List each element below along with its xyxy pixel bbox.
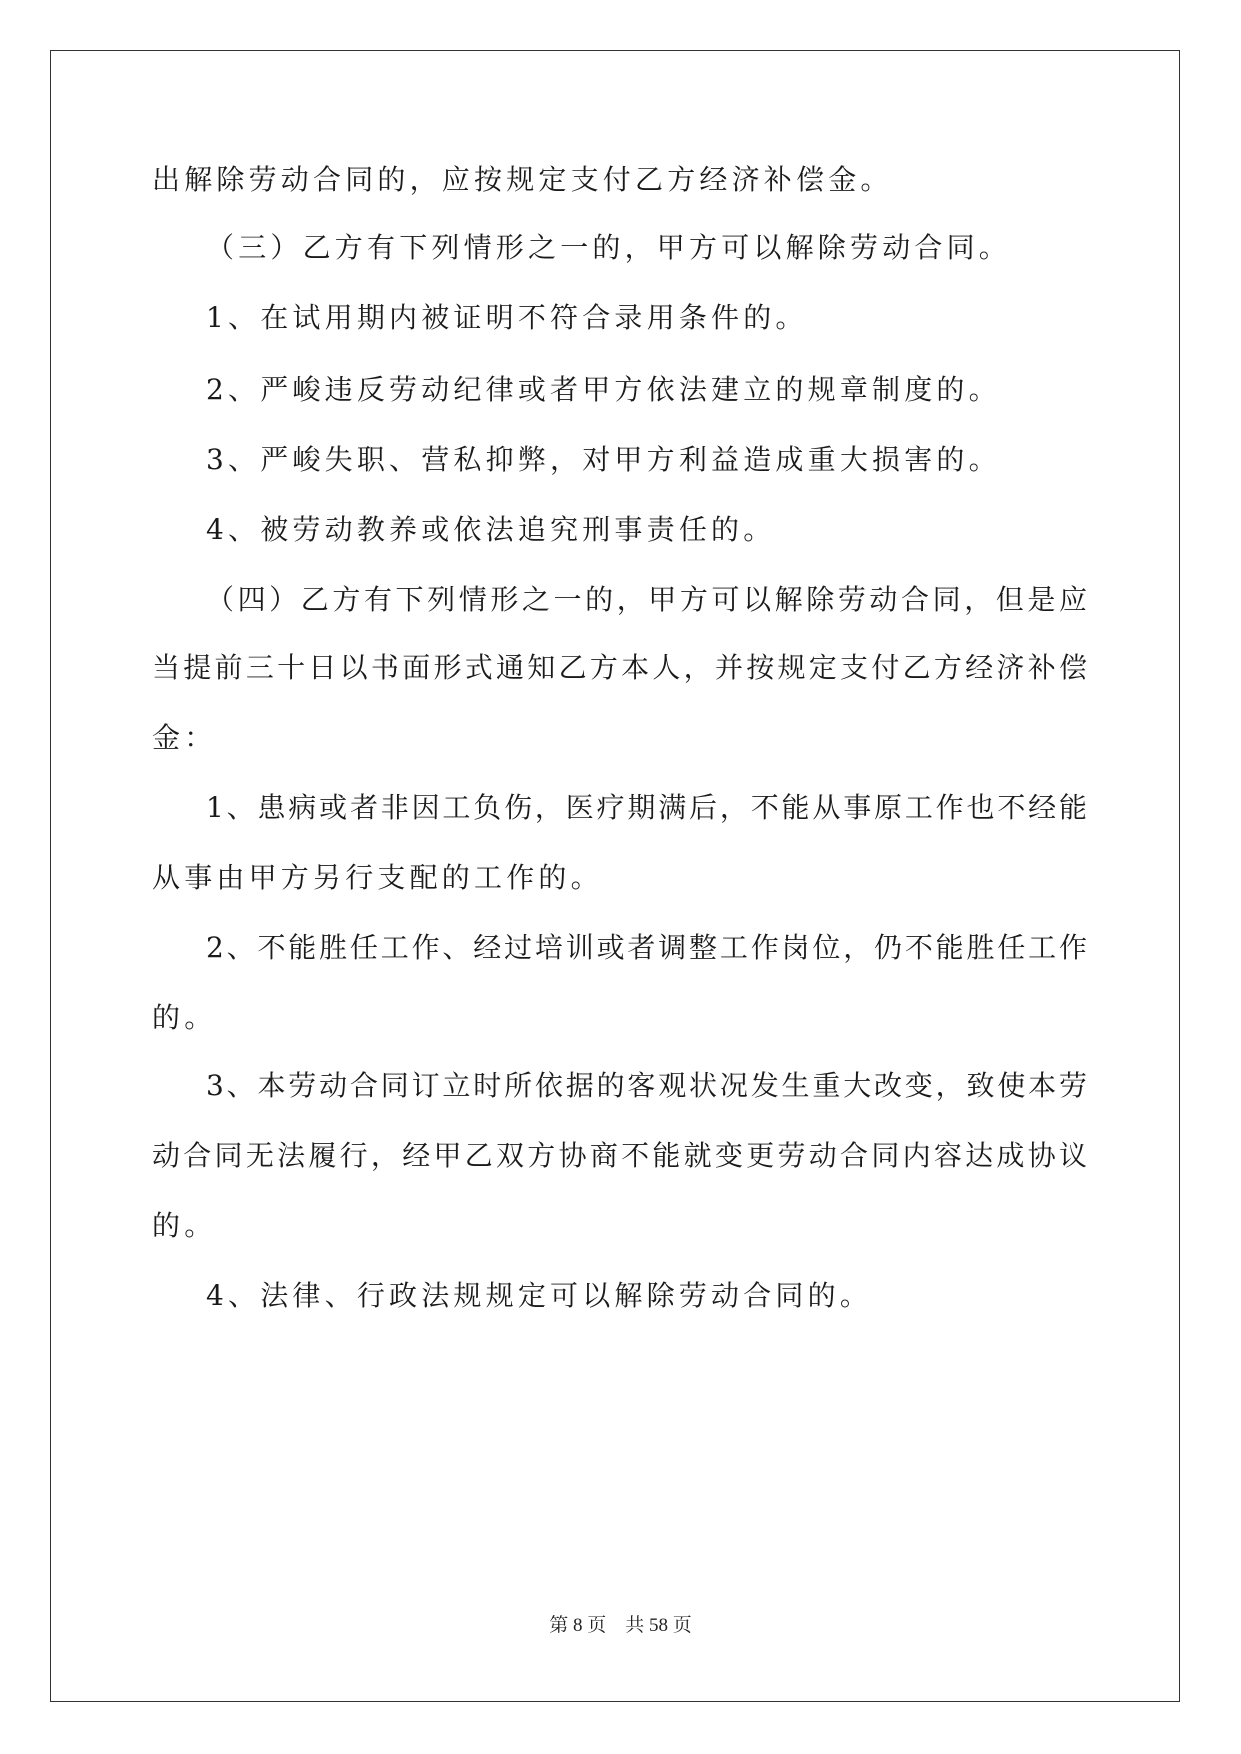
list-item: 4、法律、行政法规规定可以解除劳动合同的。 [206,1279,873,1312]
list-item: 3、本劳动合同订立时所依据的客观状况发生重大改变，致使本劳 [206,1069,1087,1102]
section-heading-3: （三）乙方有下列情形之一的，甲方可以解除劳动合同。 [206,231,1012,264]
paragraph-line: 的。 [152,1209,217,1242]
paragraph-line: 金： [152,721,217,754]
section-heading-4: （四）乙方有下列情形之一的，甲方可以解除劳动合同，但是应 [206,583,1087,616]
list-item: 2、严峻违反劳动纪律或者甲方依法建立的规章制度的。 [206,373,1001,406]
list-item: 4、被劳动教养或依法追究刑事责任的。 [206,513,776,546]
paragraph-line: 的。 [152,1001,217,1034]
paragraph-line: 当提前三十日以书面形式通知乙方本人，并按规定支付乙方经济补偿 [152,651,1087,684]
paragraph-line: 从事由甲方另行支配的工作的。 [152,861,603,894]
list-item: 3、严峻失职、营私抑弊，对甲方利益造成重大损害的。 [206,443,1001,476]
list-item: 2、不能胜任工作、经过培训或者调整工作岗位，仍不能胜任工作 [206,931,1087,964]
paragraph-line: 出解除劳动合同的，应按规定支付乙方经济补偿金。 [152,163,893,196]
list-item: 1、在试用期内被证明不符合录用条件的。 [206,301,808,334]
paragraph-line: 动合同无法履行，经甲乙双方协商不能就变更劳动合同内容达成协议 [152,1139,1087,1172]
list-item: 1、患病或者非因工负伤，医疗期满后，不能从事原工作也不经能 [206,791,1087,824]
page-number-footer: 第 8 页 共 58 页 [549,1615,692,1636]
